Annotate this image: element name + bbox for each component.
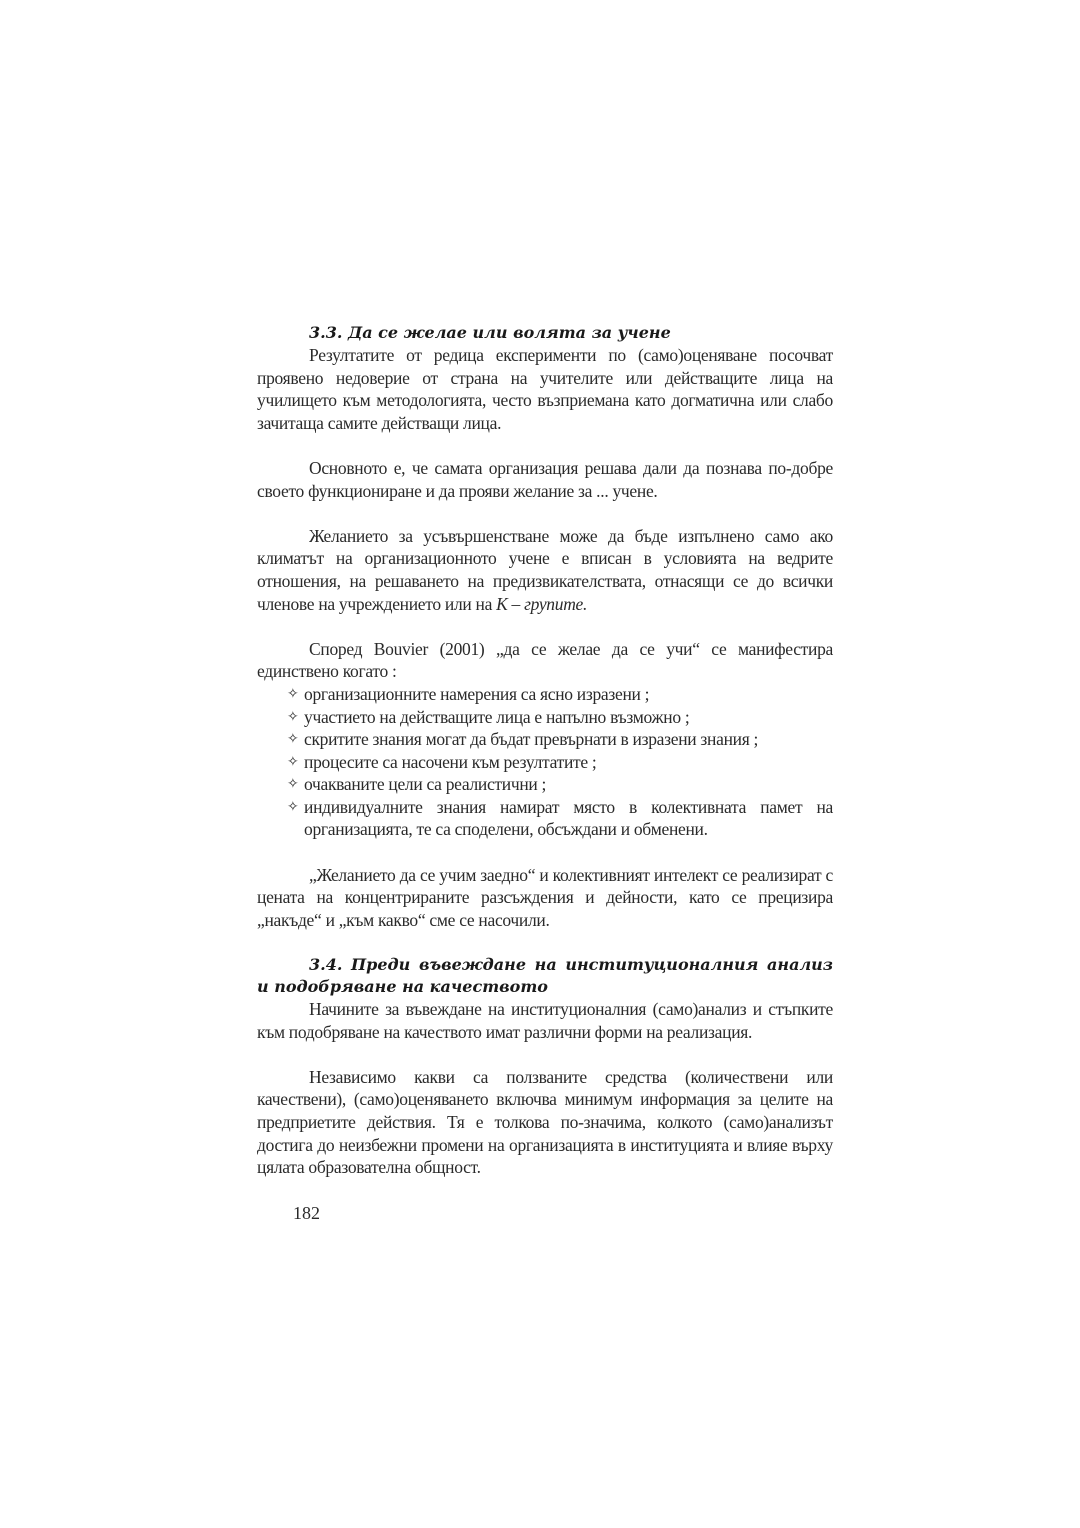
paragraph-gap [257,434,833,457]
list-item-text: организационните намерения са ясно изразени ; [304,683,650,704]
list-item [287,796,833,841]
list-item-text: индивидуалните знания намират място в колективната памет на организацията, те са споделени, обсъждани и обменени. [304,796,833,840]
star-bullet-icon: ✧ [287,776,299,793]
section-3-4-paragraph-1: Начините за въвеждане на институционалния (само)анализ и стъпките към подобряване на качеството имат различни форми на реализация. [257,999,833,1042]
star-bullet-icon: ✧ [287,798,299,815]
conditions-list [257,683,833,841]
star-bullet-icon: ✧ [287,753,299,770]
page-content [257,322,833,1179]
page-number: 182 [293,1203,320,1223]
section-3-3-paragraph-5: „Желанието да се учим заедно“ и колективният интелект се реализират с цената на концентрираните разсъждения и дейности, като се прецизира „накъде“ и „към какво“ сме се насочили. [257,864,833,930]
list-item [287,751,833,774]
paragraph-3-italic-term: К – групите. [496,593,588,614]
list-item-text: очакваните цели са реалистични ; [304,774,547,795]
list-item-text: скритите знания могат да бъдат превърнати в изразени знания ; [304,729,759,750]
star-bullet-icon: ✧ [287,731,299,748]
paragraph-gap [257,502,833,525]
list-item [287,773,833,796]
paragraph-gap [257,1043,833,1066]
paragraph-3-text: Желанието за усъвършенстване може да бъде изпълнено само ако климатът на организационното учене е вписан в условията на ведрите отношения, на решаването на предизвикателствата, отнасящи се до всички членове на учреждението или на [257,525,833,614]
section-3-3-paragraph-3 [257,525,833,615]
list-item [287,728,833,751]
list-item-text: участието на действащите лица е напълно възможно ; [304,706,690,727]
star-bullet-icon: ✧ [287,685,299,702]
paragraph-gap [257,931,833,954]
section-3-3-paragraph-1: Резултатите от редица експерименти по (само)оценяване посочват проявено недоверие от страна на учителите или действащите лица на училището към методологията, често възприемана като догматична или слабо зачитаща самите действащи лица. [257,345,833,433]
section-3-4-paragraph-2: Независимо какви са ползваните средства (количествени или качествени), (само)оценяването включва минимум информация за целите на предприетите действия. Тя е толкова по-значима, колкото (само)анализът достига до неизбежни промени на организацията в институцията и влияе върху цялата образователна общност. [257,1066,833,1178]
list-item-text: процесите са насочени към резултатите ; [304,751,597,772]
list-item [287,683,833,706]
list-item [287,706,833,729]
section-3-3-heading: 3.3. Да се желае или волята за учене [309,323,671,342]
section-3-3-paragraph-2: Основното е, че самата организация решава дали да познава по-добре своето функциониране и да прояви желание за ... учене. [257,457,833,501]
star-bullet-icon: ✧ [287,708,299,725]
paragraph-gap [257,841,833,864]
section-3-3-paragraph-4: Според Bouvier (2001) „да се желае да се учи“ се манифестира единствено когато : [257,638,833,682]
paragraph-gap [257,615,833,638]
section-3-4-heading: 3.4. Преди въвеждане на институционалния анализ и подобряване на качеството [257,955,833,997]
